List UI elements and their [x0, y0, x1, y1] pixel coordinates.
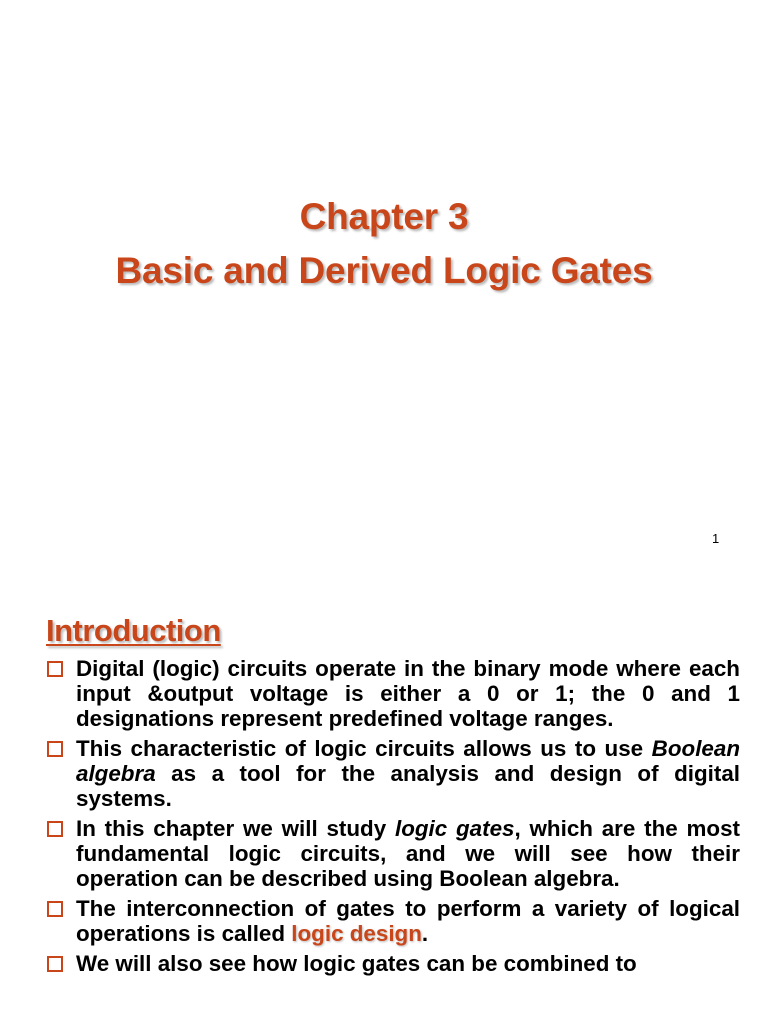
bullet-list	[46, 656, 740, 981]
bullet-text: , which are the most fundamental logic circuits, and we will see how their operation can be described using Boolean algebra.	[76, 816, 741, 891]
bullet-item	[46, 896, 740, 946]
bullet-text: .	[421, 921, 429, 946]
bullet-text: as a tool for the analysis and design of digital systems.	[76, 761, 740, 811]
bullet-item	[46, 951, 740, 976]
bullet-item	[46, 736, 740, 811]
bullet-text: In this chapter we will study	[76, 816, 395, 841]
bullet-item	[46, 656, 740, 731]
section-heading: Introduction	[46, 613, 221, 648]
bullet-text: This characteristic of logic circuits allows us to use	[76, 736, 652, 761]
bullet-text: The interconnection of gates to perform a variety of logical operations is called	[76, 896, 740, 946]
hollow-square-icon	[47, 956, 63, 972]
emphasized-term: logic gates	[394, 816, 515, 841]
hollow-square-icon	[47, 741, 63, 757]
hollow-square-icon	[47, 821, 63, 837]
bullet-text: Digital (logic) circuits operate in the binary mode where each input &output voltage is either a 0 or 1; the 0 and 1 designations represent predefined voltage ranges.	[76, 656, 740, 731]
introduction-slide	[0, 580, 768, 1024]
hollow-square-icon	[47, 661, 63, 677]
highlighted-term: logic design	[291, 921, 422, 946]
chapter-title: Chapter 3	[299, 196, 469, 237]
chapter-subtitle: Basic and Derived Logic Gates	[115, 250, 653, 291]
emphasized-term: Boolean algebra	[76, 736, 740, 786]
bullet-text: We will also see how logic gates can be combined to	[76, 951, 637, 976]
bullet-item	[46, 816, 740, 891]
page-number: 1	[712, 531, 720, 546]
hollow-square-icon	[47, 901, 63, 917]
